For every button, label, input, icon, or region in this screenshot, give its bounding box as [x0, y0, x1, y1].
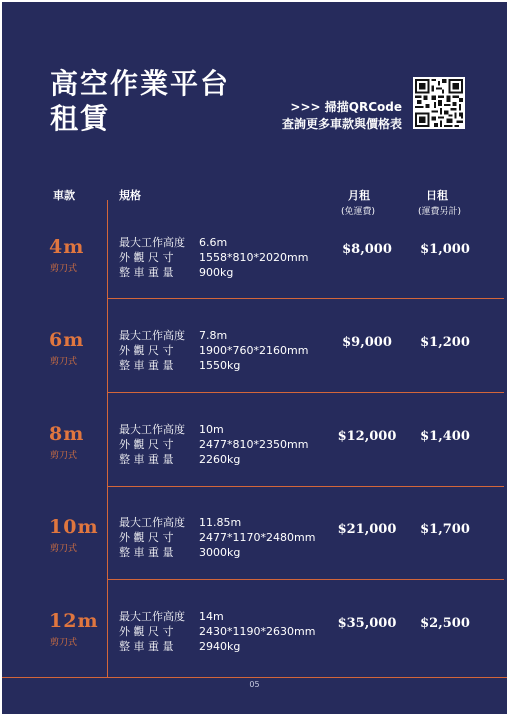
- price-sheet-page: [2, 2, 507, 714]
- spec-value: 2260kg: [199, 453, 241, 466]
- spec-value: 1550kg: [199, 359, 241, 372]
- header-spec: 規格: [119, 189, 141, 202]
- spec-value: 1558*810*2020mm: [199, 251, 309, 264]
- header-monthly: 月租: [348, 189, 370, 202]
- spec-label: 最大工作高度: [119, 236, 185, 249]
- spec-block: [119, 609, 315, 654]
- spec-value: 900kg: [199, 266, 234, 279]
- spec-label: 外 觀 尺 寸: [119, 251, 174, 264]
- spec-label: 整 車 重 量: [119, 640, 174, 653]
- table-row: [2, 516, 507, 609]
- table-row: [2, 329, 507, 422]
- model-type: 剪刀式: [50, 451, 78, 461]
- qr-caption-line-1: >>> 掃描QRCode: [290, 100, 402, 114]
- header-daily: 日租: [426, 189, 448, 202]
- daily-price: $1,700: [420, 522, 470, 537]
- header-model: 車款: [53, 189, 75, 202]
- title-line-1: 高空作業平台: [50, 67, 231, 100]
- spec-label: 最大工作高度: [119, 516, 185, 529]
- monthly-price: $12,000: [337, 429, 397, 444]
- model-type: 剪刀式: [50, 357, 78, 367]
- table-row: [2, 610, 507, 703]
- header-daily-note: (運費另計): [418, 207, 462, 217]
- spec-label: 最大工作高度: [119, 329, 185, 342]
- spec-block: [119, 235, 308, 280]
- spec-weight: [119, 452, 308, 467]
- spec-label: 整 車 重 量: [119, 546, 174, 559]
- spec-max-height: [119, 515, 315, 530]
- spec-value: 6.6m: [199, 236, 228, 249]
- spec-value: 14m: [199, 610, 224, 623]
- qr-code-icon[interactable]: [413, 77, 465, 129]
- spec-block: [119, 328, 308, 373]
- model-type: 剪刀式: [50, 638, 78, 648]
- daily-price: $2,500: [420, 616, 470, 631]
- daily-price: $1,200: [420, 335, 470, 350]
- spec-label: 整 車 重 量: [119, 359, 174, 372]
- spec-size: [119, 250, 308, 265]
- table-row: [2, 423, 507, 516]
- monthly-price: $8,000: [342, 242, 392, 257]
- page-title: [50, 66, 230, 136]
- title-line-2: 租賃: [50, 102, 111, 135]
- model-height: 6m: [49, 329, 85, 351]
- spec-label: 外 觀 尺 寸: [119, 625, 174, 638]
- monthly-price: $9,000: [342, 335, 392, 350]
- model-height: 8m: [49, 423, 85, 445]
- spec-label: 最大工作高度: [119, 423, 185, 436]
- spec-max-height: [119, 609, 315, 624]
- monthly-price: $21,000: [337, 522, 397, 537]
- spec-value: 2430*1190*2630mm: [199, 625, 316, 638]
- model-height: 4m: [49, 236, 85, 258]
- spec-label: 外 觀 尺 寸: [119, 344, 174, 357]
- spec-value: 3000kg: [199, 546, 241, 559]
- qr-caption-line-2: 查詢更多車款與價格表: [281, 117, 402, 131]
- spec-weight: [119, 545, 315, 560]
- spec-value: 2477*810*2350mm: [199, 438, 309, 451]
- spec-size: [119, 624, 315, 639]
- model-height: 10m: [49, 516, 99, 538]
- spec-weight: [119, 358, 308, 373]
- monthly-price: $35,000: [337, 616, 397, 631]
- spec-value: 1900*760*2160mm: [199, 344, 309, 357]
- spec-max-height: [119, 422, 308, 437]
- model-height: 12m: [49, 610, 99, 632]
- daily-price: $1,400: [420, 429, 470, 444]
- daily-price: $1,000: [420, 242, 470, 257]
- page-number: 05: [249, 680, 260, 689]
- spec-label: 整 車 重 量: [119, 453, 174, 466]
- spec-size: [119, 530, 315, 545]
- model-type: 剪刀式: [50, 264, 78, 274]
- spec-value: 11.85m: [199, 516, 242, 529]
- table-row: [2, 236, 507, 329]
- header-monthly-note: (免運費): [341, 207, 376, 217]
- spec-size: [119, 437, 308, 452]
- spec-value: 2477*1170*2480mm: [199, 531, 316, 544]
- spec-label: 外 觀 尺 寸: [119, 438, 174, 451]
- spec-label: 最大工作高度: [119, 610, 185, 623]
- spec-block: [119, 422, 308, 467]
- qr-caption: [282, 99, 402, 133]
- spec-max-height: [119, 328, 308, 343]
- spec-label: 外 觀 尺 寸: [119, 531, 174, 544]
- spec-value: 7.8m: [199, 329, 228, 342]
- model-type: 剪刀式: [50, 544, 78, 554]
- spec-block: [119, 515, 315, 560]
- spec-label: 整 車 重 量: [119, 266, 174, 279]
- spec-size: [119, 343, 308, 358]
- spec-value: 10m: [199, 423, 224, 436]
- spec-max-height: [119, 235, 308, 250]
- spec-weight: [119, 639, 315, 654]
- spec-value: 2940kg: [199, 640, 241, 653]
- spec-weight: [119, 265, 308, 280]
